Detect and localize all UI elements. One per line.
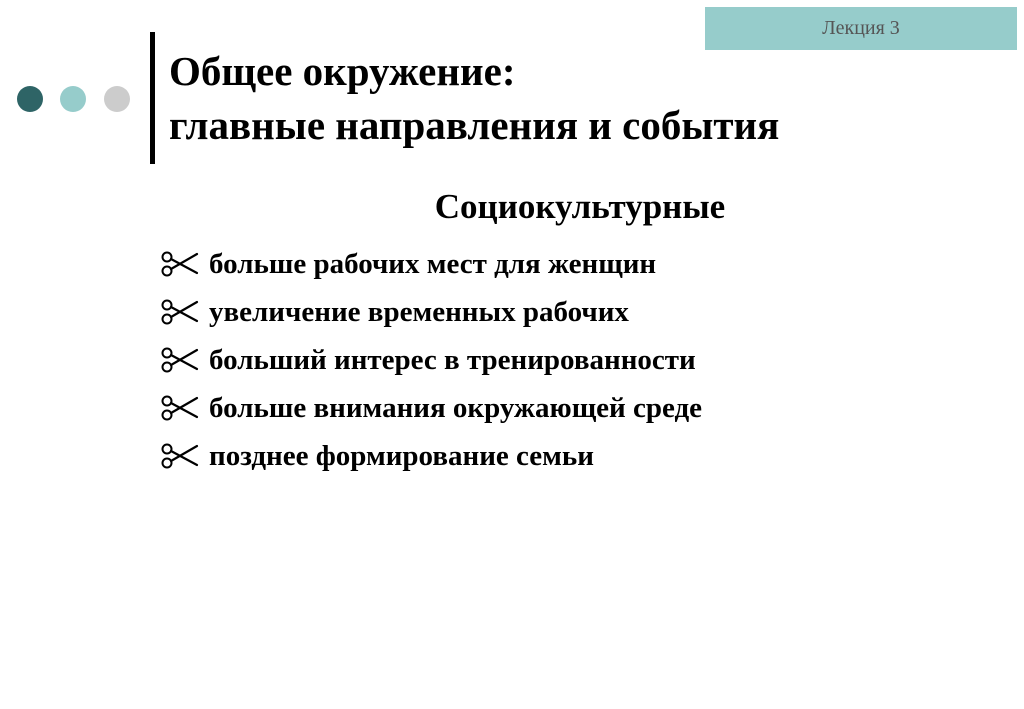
list-item-text: увеличение временных рабочих [209,295,629,328]
decor-dot-teal [60,86,86,112]
list-item-text: больший интерес в тренированности [209,343,696,376]
list-item-text: позднее формирование семьи [209,439,594,472]
scissors-icon [160,345,200,375]
decor-dot-dark [17,86,43,112]
slide-title [169,44,1009,152]
list-item-text: больше внимания окружающей среде [209,391,703,424]
scissors-icon [160,249,200,279]
list-item [160,432,702,480]
list-item [160,288,702,336]
title-divider [150,32,155,164]
scissors-icon [160,393,200,423]
title-line-1: Общее окружение: [169,48,516,94]
decor-dot-gray [104,86,130,112]
lecture-label: Лекция 3 [705,7,1017,50]
section-heading: Социокультурные [434,187,726,226]
list-item-text: больше рабочих мест для женщин [209,247,657,280]
scissors-icon [160,297,200,327]
title-line-2: главные направления и события [169,102,780,148]
bullet-list [160,240,702,480]
list-item [160,240,702,288]
scissors-icon [160,441,200,471]
list-item [160,384,702,432]
list-item [160,336,702,384]
